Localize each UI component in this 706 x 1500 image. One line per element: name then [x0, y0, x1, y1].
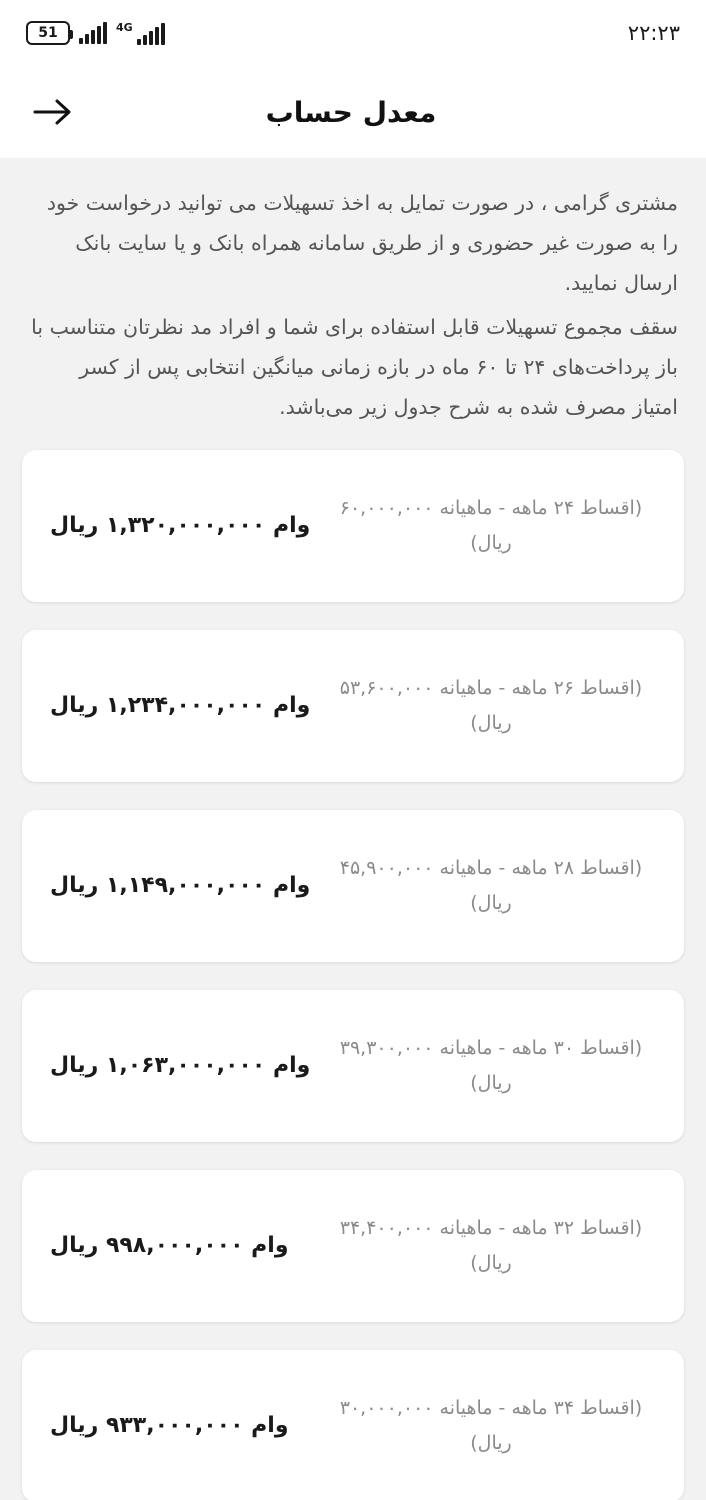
loan-amount-label: وام ۱,۱۴۹,۰۰۰,۰۰۰ ریال — [50, 873, 311, 899]
page-content — [0, 158, 706, 1500]
intro-paragraph-2: سقف مجموع تسهیلات قابل استفاده برای شما و افراد مد نظرتان متناسب با باز پرداخت‌های ۲۴ تا ۶۰ ماه در بازه زمانی میانگین انتخابی پس از کسر امتیاز مصرف شده به شرح جدول زیر می‌باشد. — [31, 314, 678, 419]
loan-installment-detail: (اقساط ۳۰ ماهه - ماهیانه ۳۹,۳۰۰,۰۰۰ ریال) — [339, 1036, 643, 1094]
loan-card[interactable] — [22, 630, 684, 782]
loan-installment-detail: (اقساط ۳۲ ماهه - ماهیانه ۳۴,۴۰۰,۰۰۰ ریال) — [339, 1216, 643, 1274]
network-type-label: 4G — [116, 20, 133, 34]
loan-amount-label: وام ۹۳۳,۰۰۰,۰۰۰ ریال — [50, 1413, 289, 1439]
status-bar — [0, 0, 706, 66]
signal-bars-icon-1 — [79, 22, 107, 44]
loan-installment-detail: (اقساط ۲۴ ماهه - ماهیانه ۶۰,۰۰۰,۰۰۰ ریال) — [339, 496, 643, 554]
page-title: معدل حساب — [265, 95, 437, 129]
signal-bars-icon-2 — [137, 23, 165, 45]
battery-level-label: 51 — [38, 25, 58, 41]
status-bar-clock: ۲۲:۲۳ — [627, 21, 680, 45]
signal-group-2 — [116, 22, 165, 45]
loan-installment-detail: (اقساط ۳۴ ماهه - ماهیانه ۳۰,۰۰۰,۰۰۰ ریال) — [339, 1396, 643, 1454]
intro-text-block — [22, 184, 684, 428]
loan-card[interactable] — [22, 450, 684, 602]
battery-icon — [26, 21, 70, 45]
loan-card[interactable] — [22, 1350, 684, 1500]
loan-card[interactable] — [22, 1170, 684, 1322]
signal-group-1 — [79, 22, 107, 44]
loan-card-list — [22, 450, 684, 1500]
status-bar-left — [26, 21, 165, 45]
intro-paragraph-1: مشتری گرامی ، در صورت تمایل به اخذ تسهیلات می توانید درخواست خود را به صورت غیر حضوری و از طریق سامانه همراه بانک و یا سایت بانک ارسال نمایید. — [46, 191, 678, 295]
arrow-right-icon[interactable] — [30, 89, 76, 135]
app-bar — [0, 66, 706, 158]
loan-amount-label: وام ۱,۲۳۴,۰۰۰,۰۰۰ ریال — [50, 693, 311, 719]
loan-amount-label: وام ۱,۳۲۰,۰۰۰,۰۰۰ ریال — [50, 513, 311, 539]
loan-card[interactable] — [22, 990, 684, 1142]
loan-installment-detail: (اقساط ۲۶ ماهه - ماهیانه ۵۳,۶۰۰,۰۰۰ ریال) — [339, 676, 643, 734]
loan-card[interactable] — [22, 810, 684, 962]
loan-installment-detail: (اقساط ۲۸ ماهه - ماهیانه ۴۵,۹۰۰,۰۰۰ ریال) — [339, 856, 643, 914]
loan-amount-label: وام ۹۹۸,۰۰۰,۰۰۰ ریال — [50, 1233, 289, 1259]
loan-amount-label: وام ۱,۰۶۳,۰۰۰,۰۰۰ ریال — [50, 1053, 311, 1079]
